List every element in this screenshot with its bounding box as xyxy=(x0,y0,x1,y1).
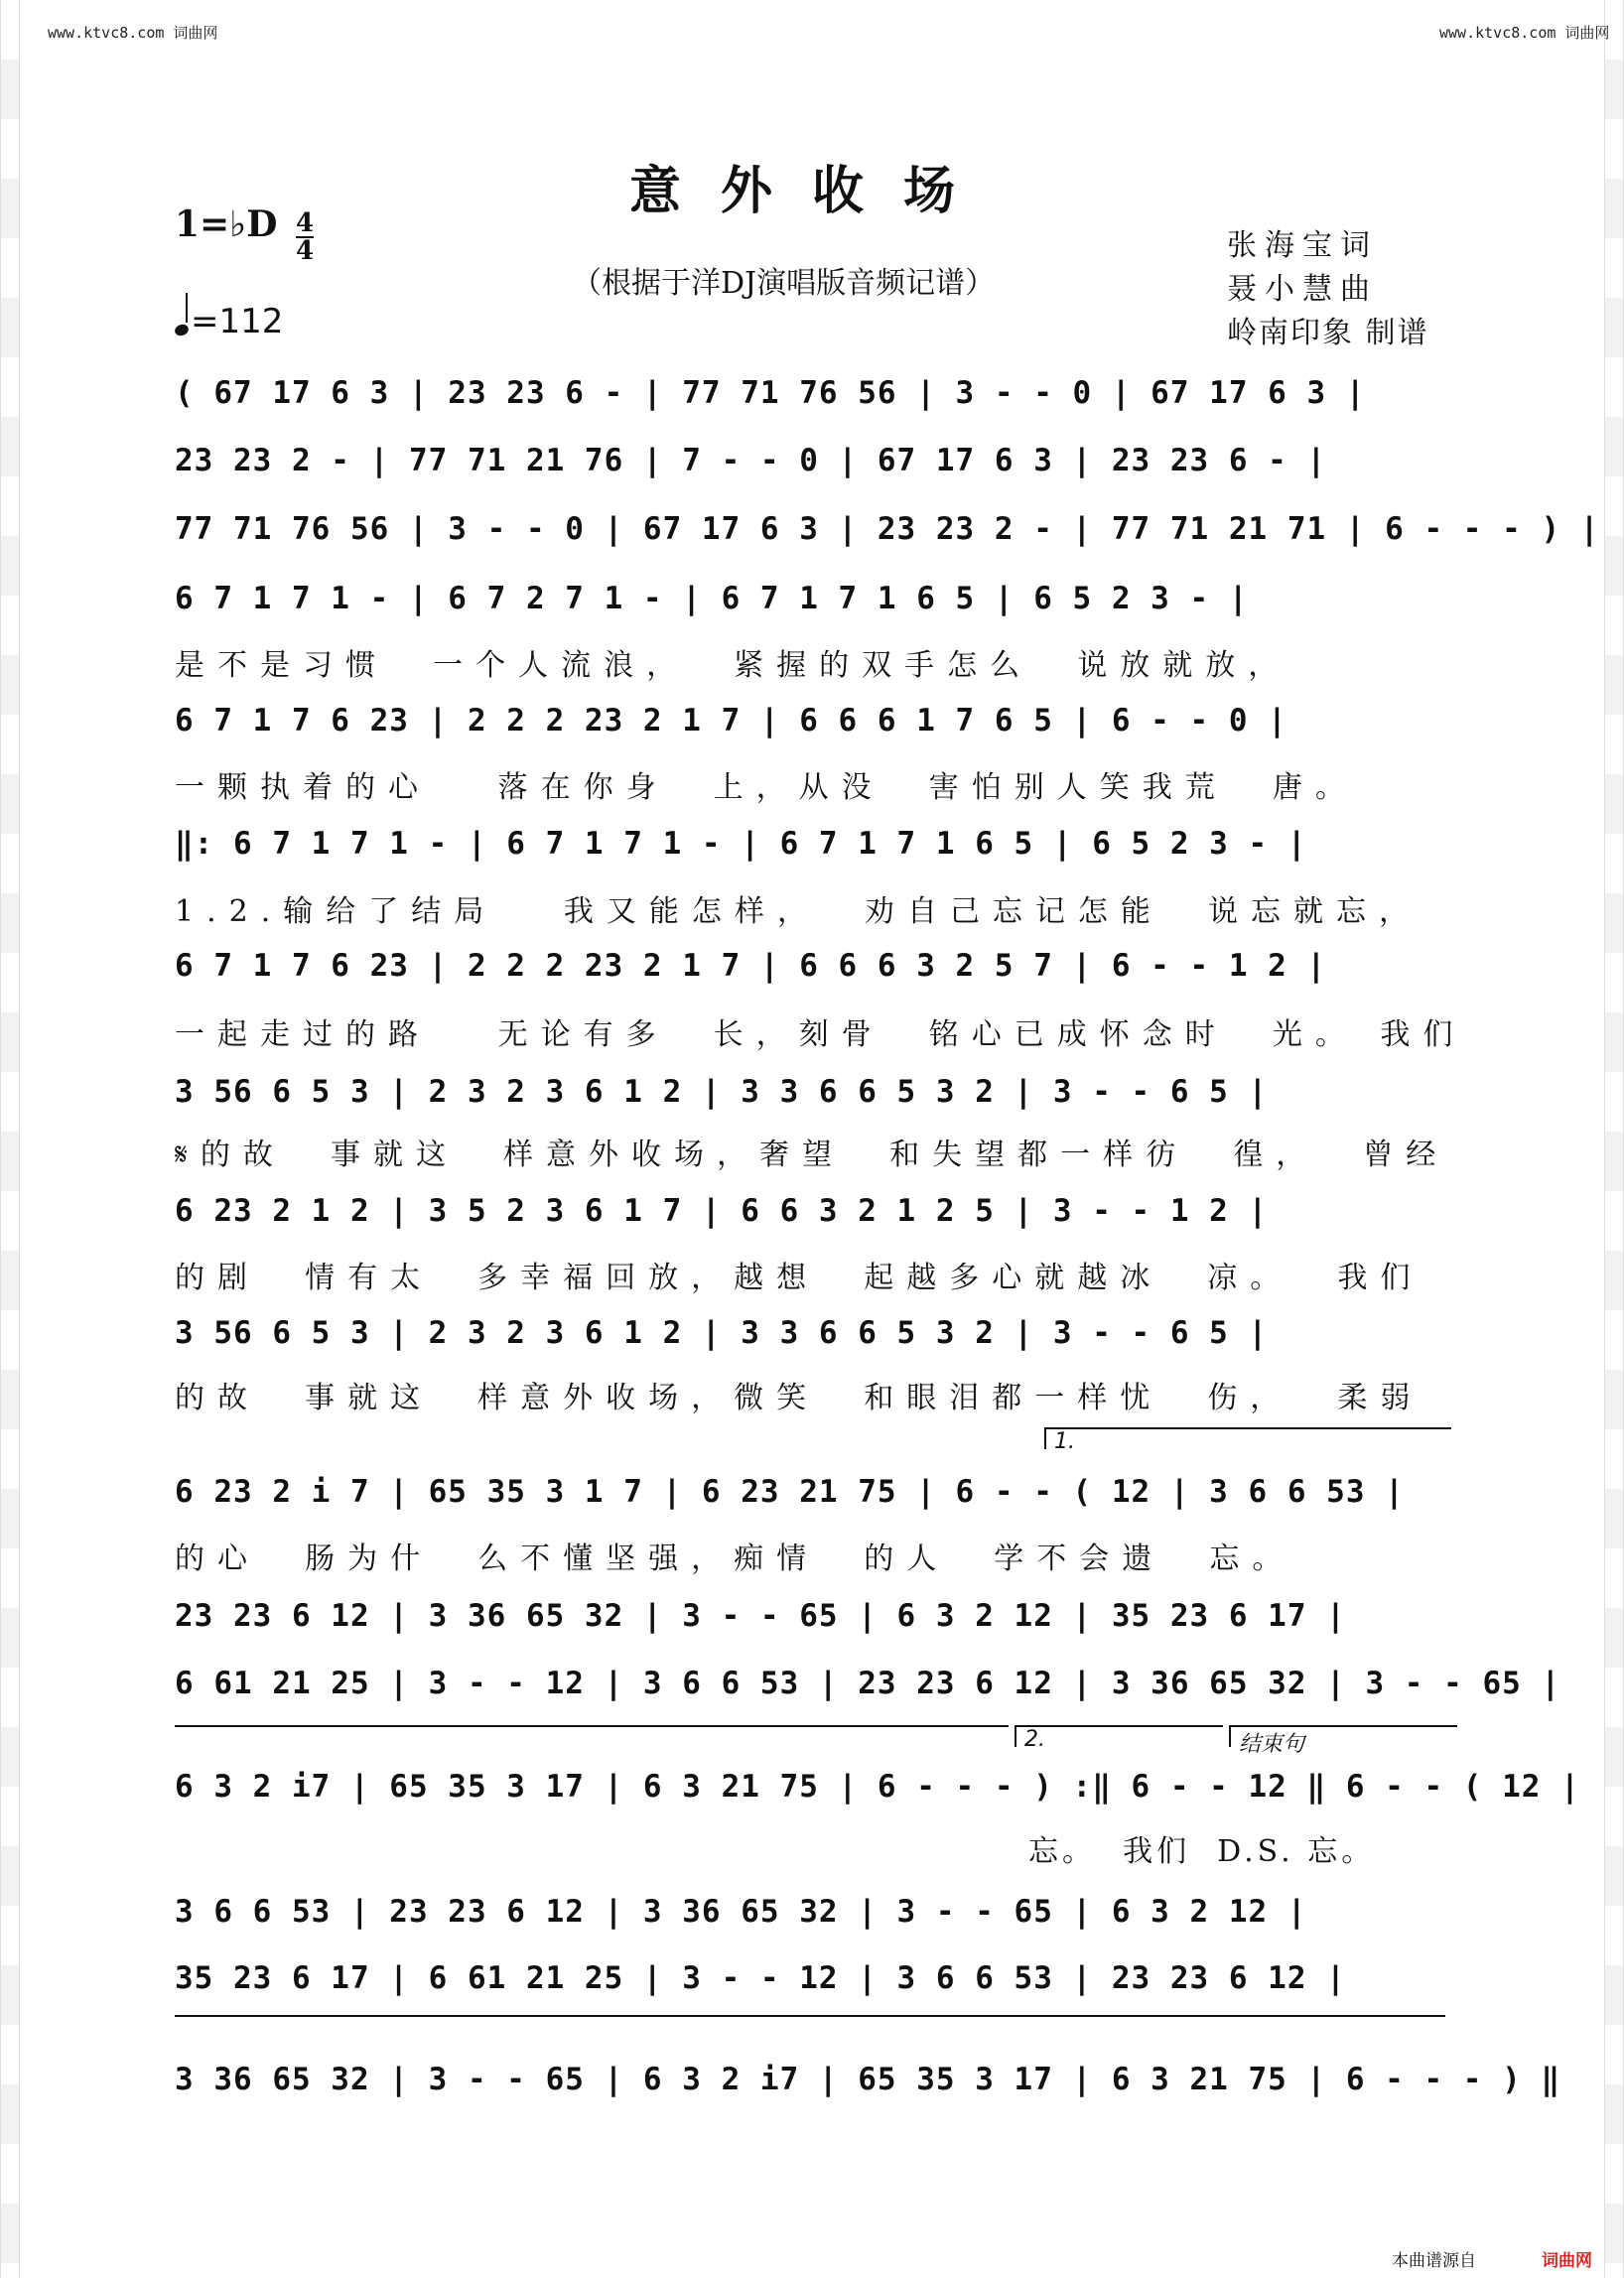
time-signature-bottom: 4 xyxy=(296,236,315,266)
notation-line-8: 3 56 6 5 3 | 2 3 2 3 6 1 2 | 3 3 6 6 5 3 2 | 3 - - 6 5 | xyxy=(175,1074,1269,1110)
notation-line-13: 6 61 21 25 | 3 - - 12 | 3 6 6 53 | 23 23 6 12 | 3 36 65 32 | 3 - - 65 | xyxy=(175,1666,1561,1701)
notation-line-9: 6 23 2 1 2 | 3 5 2 3 6 1 7 | 6 6 3 2 1 2 5 | 3 - - 1 2 | xyxy=(175,1193,1269,1229)
lyric-line-11: 的心 肠为什 么不懂坚强，痴情 的人 学不会遗 忘。 xyxy=(175,1541,1295,1576)
notation-line-2: 23 23 2 - | 77 71 21 76 | 7 - - 0 | 67 17 6 3 | 23 23 6 - | xyxy=(175,443,1327,478)
notation-line-15: 3 6 6 53 | 23 23 6 12 | 3 36 65 32 | 3 - - 65 | 6 3 2 12 | xyxy=(175,1894,1307,1930)
subtitle: （根据于洋DJ演唱版音频记谱） xyxy=(572,266,996,301)
lyric-line-9: 的剧 情有太 多幸福回放，越想 起越多心就越冰 凉。 我们 xyxy=(175,1261,1423,1295)
site-url-left[interactable]: www.ktvc8.com 词曲网 xyxy=(48,24,218,42)
time-signature xyxy=(296,210,314,264)
lyric-line-10: 的故 事就这 样意外收场，微笑 和眼泪都一样忧 伤， 柔弱 xyxy=(175,1381,1423,1415)
footer-source-label: 本曲谱源自 xyxy=(1392,2251,1476,2271)
quarter-note-stem xyxy=(186,293,188,323)
footer-brand-link[interactable]: 词曲网 xyxy=(1542,2251,1592,2271)
lyric-line-14: 忘。 我们 D.S. 忘。 xyxy=(1028,1834,1376,1869)
tempo-marking xyxy=(175,302,283,341)
second-ending-bracket: 2. xyxy=(1015,1725,1223,1747)
notation-line-11: 6 23 2 i 7 | 65 35 3 1 7 | 6 23 21 75 | 6 - - ( 12 | 3 6 6 53 | xyxy=(175,1474,1405,1510)
lyric-line-5: 一颗执着的心 落在你身 上，从没 害怕别人笑我荒 唐。 xyxy=(175,770,1358,805)
ending-phrase-bracket: 结束句 xyxy=(1229,1725,1457,1747)
notation-line-4: 6 7 1 7 1 - | 6 7 2 7 1 - | 6 7 1 7 1 6 5 | 6 5 2 3 - | xyxy=(175,581,1249,616)
arranger-credit: 岭南印象 制谱 xyxy=(1227,316,1429,350)
notation-line-5: 6 7 1 7 6 23 | 2 2 2 23 2 1 7 | 6 6 6 1 7 6 5 | 6 - - 0 | xyxy=(175,703,1287,738)
lyric-line-6: 1.2.输给了结局 我又能怎样， 劝自己忘记怎能 说忘就忘， xyxy=(175,894,1421,929)
notation-line-12: 23 23 6 12 | 3 36 65 32 | 3 - - 65 | 6 3 2 12 | 35 23 6 17 | xyxy=(175,1598,1346,1634)
first-ending-bracket: 1. xyxy=(1044,1427,1451,1449)
notation-line-16: 35 23 6 17 | 6 61 21 25 | 3 - - 12 | 3 6 6 53 | 23 23 6 12 | xyxy=(175,1960,1346,1996)
right-margin-strip xyxy=(1604,0,1624,2278)
notation-line-6: ‖: 6 7 1 7 1 - | 6 7 1 7 1 - | 6 7 1 7 1 6 5 | 6 5 2 3 - | xyxy=(175,826,1307,862)
lyricist-credit: 张海宝词 xyxy=(1227,228,1378,263)
site-url-right[interactable]: www.ktvc8.com 词曲网 xyxy=(1439,24,1610,42)
coda-bracket xyxy=(175,2015,1445,2017)
left-margin-strip xyxy=(0,0,20,2278)
notation-line-17: 3 36 65 32 | 3 - - 65 | 6 3 2 i7 | 65 35 3 17 | 6 3 21 75 | 6 - - - ) ‖ xyxy=(175,2062,1561,2097)
notation-line-7: 6 7 1 7 6 23 | 2 2 2 23 2 1 7 | 6 6 6 3 2 5 7 | 6 - - 1 2 | xyxy=(175,948,1327,984)
quarter-note-icon xyxy=(174,323,191,337)
notation-line-14: 6 3 2 i7 | 65 35 3 17 | 6 3 21 75 | 6 - - - ) :‖ 6 - - 12 ‖ 6 - - ( 12 | xyxy=(175,1769,1580,1805)
lyric-line-4: 是不是习惯 一个人流浪， 紧握的双手怎么 说放就放， xyxy=(175,648,1291,683)
lyric-line-8: 𝄋的故 事就这 样意外收场，奢望 和失望都一样彷 徨， 曾经 xyxy=(175,1138,1449,1172)
composer-credit: 聂小慧曲 xyxy=(1227,272,1378,307)
lyric-line-7: 一起走过的路 无论有多 长，刻骨 铭心已成怀念时 光。 我们 xyxy=(175,1017,1466,1052)
notation-line-10: 3 56 6 5 3 | 2 3 2 3 6 1 2 | 3 3 6 6 5 3 2 | 3 - - 6 5 | xyxy=(175,1315,1269,1351)
notation-line-3: 77 71 76 56 | 3 - - 0 | 67 17 6 3 | 23 23 2 - | 77 71 21 71 | 6 - - - ) | xyxy=(175,511,1600,547)
song-title: 意外收场 xyxy=(628,161,995,221)
key-signature: 1=♭D xyxy=(175,203,278,245)
notation-line-1: ( 67 17 6 3 | 23 23 6 - | 77 71 76 56 | 3 - - 0 | 67 17 6 3 | xyxy=(175,375,1366,411)
first-ending-extension xyxy=(175,1725,1009,1727)
time-signature-top: 4 xyxy=(296,208,315,238)
tempo-value: =112 xyxy=(191,302,284,341)
